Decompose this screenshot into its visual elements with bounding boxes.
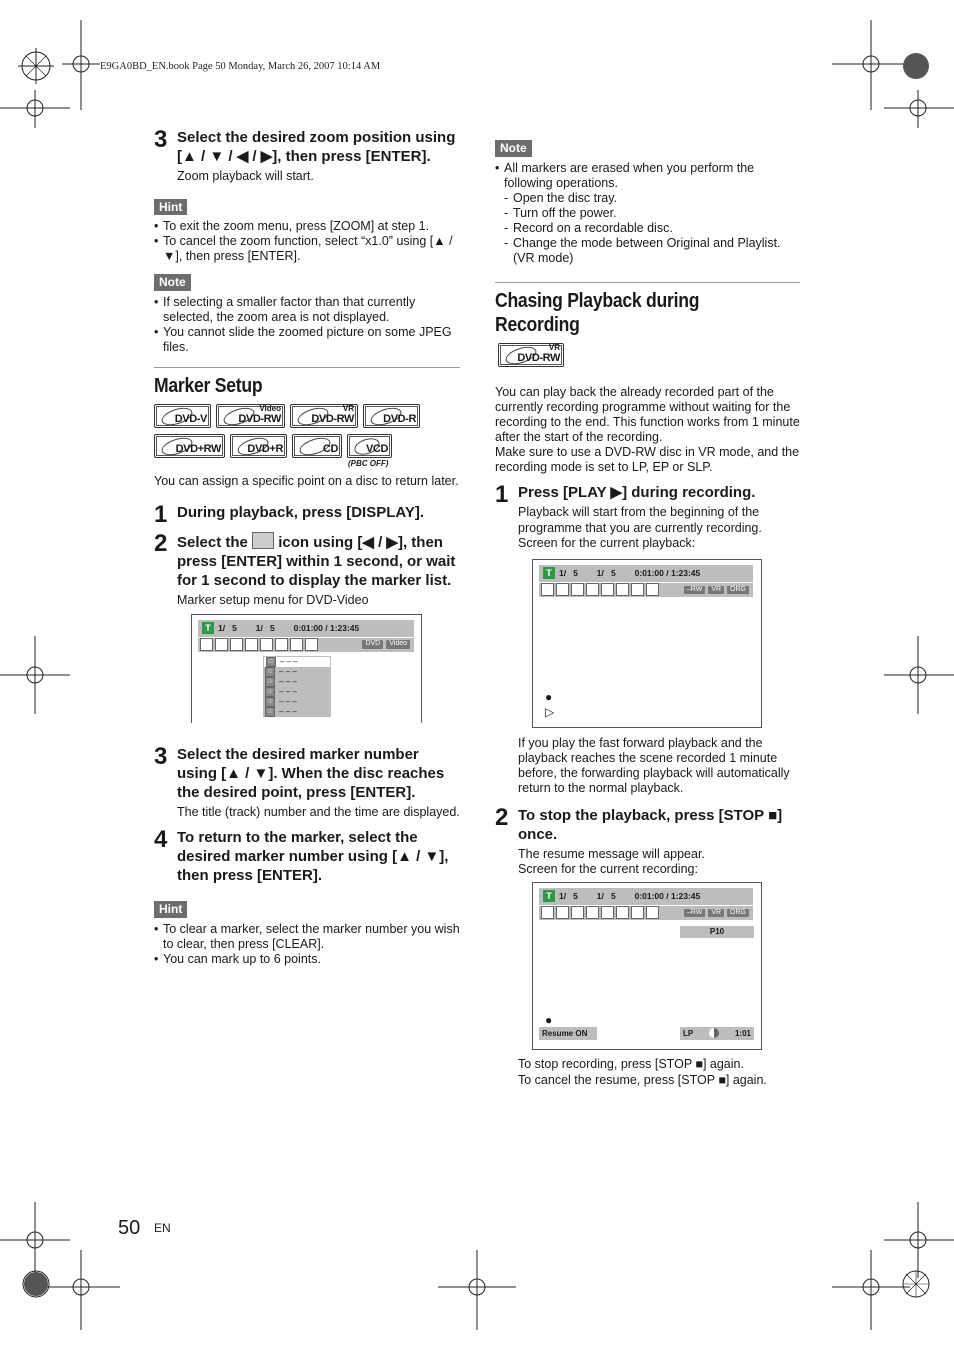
osd-counter: 1/ 5 1/ 5 0:01:00 / 1:23:45 [559, 568, 701, 579]
subtitle-icon [230, 638, 243, 651]
step-title: Select the icon using [◀ / ▶], then press [ENTER] within 1 second, or wait for 1 second to display the marker list. [177, 534, 456, 590]
step-body: Playback will start from the beginning of the programme that you are currently recording. Screen for the current playback: [518, 505, 762, 551]
file-header: E9GA0BD_EN.book Page 50 Monday, March 26, 2007 10:14 AM [100, 61, 381, 72]
disc-remaining-icon [709, 1028, 719, 1038]
step-title: Select the desired marker number using [▲ / ▼]. When the disc reaches the desired point, press [ENTER]. [177, 745, 445, 801]
repeat-icon [616, 906, 629, 919]
disc-cd-icon: CD [292, 434, 342, 458]
note-label: Note [495, 140, 532, 157]
step-body: Zoom playback will start. [177, 169, 314, 183]
zoom-step-3 [154, 128, 460, 185]
step-number: 1 [495, 481, 509, 509]
note-item: • If selecting a smaller factor than that currently selected, the zoom area is not displayed. [154, 295, 460, 325]
step-number: 3 [154, 742, 168, 770]
osd-label: Video [386, 640, 410, 649]
title-icon: T [543, 890, 555, 902]
note-subitem: - Turn off the power. [504, 206, 800, 221]
osd-status-bar [539, 888, 753, 905]
chase-title: Chasing Playback during Recording [495, 289, 700, 337]
zoom-icon [200, 638, 213, 651]
marker-step-1 [154, 501, 460, 529]
after-screen-text: If you play the fast forward playback and the playback reaches the scene recorded 1 minute before, the forwarding playback will automatically return to the normal playback. [518, 735, 790, 795]
nr-icon [631, 583, 644, 596]
hint-item: • To clear a marker, select the marker number you wish to clear, then press [CLEAR]. [154, 922, 460, 952]
step-title: Press [PLAY ▶] during recording. [518, 484, 756, 502]
hint-item: • You can mark up to 6 points. [154, 952, 460, 967]
repeat-icon [616, 583, 629, 596]
osd-label: ORG [727, 909, 749, 918]
step-title: During playback, press [DISPLAY]. [177, 504, 425, 522]
stop-recording-text: To stop recording, press [STOP ■] again. [518, 1056, 744, 1071]
step-number: 2 [495, 803, 509, 831]
step-number: 4 [154, 826, 168, 854]
marker-icon [601, 583, 614, 596]
osd-label: ORG [727, 586, 749, 595]
osd-status-bar [198, 620, 414, 637]
note-item: • All markers are erased when you perform the following operations. [495, 161, 800, 191]
recording-screen [532, 882, 762, 1050]
playback-screen [532, 559, 762, 728]
left-column [154, 128, 460, 967]
step-body: The resume message will appear. [518, 846, 705, 861]
step-title: To return to the marker, select the desired marker number using [▲ / ▼], then press [ENTER]. [177, 829, 449, 885]
hint-label: Hint [154, 199, 187, 216]
audio-icon [556, 906, 569, 919]
disc-dvd-v-icon: DVD-V [154, 404, 211, 428]
nr-icon [631, 906, 644, 919]
section-divider [495, 282, 800, 283]
resume-badge: Resume ON [539, 1027, 597, 1040]
hint-list [154, 922, 460, 967]
angle-icon [586, 906, 599, 919]
disc-dvd-plus-rw-icon: DVD+RW [154, 434, 225, 458]
record-indicator-icon: ● [545, 689, 553, 704]
hint-item: • To cancel the zoom function, select “x1.0” using [▲ / ▼], then press [ENTER]. [154, 234, 460, 264]
search-icon [646, 583, 659, 596]
title-icon: T [202, 622, 214, 634]
marker-screen [191, 614, 422, 723]
hint-label: Hint [154, 901, 187, 918]
disc-dvd-rw-vr-icon: VR DVD-RW [498, 343, 564, 367]
record-status-box [680, 1027, 754, 1040]
zoom-icon [541, 906, 554, 919]
osd-status-bar [539, 565, 753, 582]
zoom-icon [541, 583, 554, 596]
marker-icon [252, 532, 274, 549]
cancel-resume-text: To cancel the resume, press [STOP ■] again. [518, 1072, 767, 1087]
marker-list[interactable] [263, 656, 331, 717]
note-subitem: - Change the mode between Original and Playlist. (VR mode) [504, 236, 800, 266]
marker-row[interactable]: ☆ – – – [266, 686, 297, 696]
note-label: Note [154, 274, 191, 291]
osd-label: VR [708, 909, 724, 918]
marker-step-2 [154, 532, 460, 609]
step-number: 2 [154, 530, 168, 558]
osd-counter: 1/ 5 1/ 5 0:01:00 / 1:23:45 [218, 622, 360, 633]
language-code: EN [154, 1221, 171, 1235]
marker-setup-title: Marker Setup [154, 374, 263, 397]
search-icon [646, 906, 659, 919]
chase-step-2 [495, 803, 800, 878]
step-number: 1 [154, 501, 168, 529]
title-icon: T [543, 567, 555, 579]
note-subitem: - Open the disc tray. [504, 191, 800, 206]
step-body: The title (track) number and the time are displayed. [177, 804, 460, 819]
step-title: To stop the playback, press [STOP ■] once. [518, 806, 783, 843]
disc-dvd-r-icon: DVD-R [363, 404, 420, 428]
disc-dvd-plus-r-icon: DVD+R [230, 434, 287, 458]
note-list [154, 295, 460, 355]
nr-icon [290, 638, 303, 651]
marker-intro: You can assign a specific point on a disc to return later. [154, 474, 459, 489]
osd-label: DVD [362, 640, 383, 649]
marker-row[interactable]: ☆ – – – [266, 696, 297, 706]
disc-dvd-rw-vr-icon: VR DVD-RW [290, 404, 358, 428]
osd-icon-bar [539, 906, 753, 920]
record-time: 1:01 [734, 1028, 751, 1038]
marker-icon [260, 638, 273, 651]
osd-label: –RW [684, 586, 705, 595]
pbc-off-note: (PBC OFF) [348, 459, 389, 469]
step-body: Marker setup menu for DVD-Video [177, 593, 369, 608]
step-title: Select the desired zoom position using [▲ / ▼ / ◀ / ▶], then press [ENTER]. [177, 129, 456, 165]
marker-step-3 [154, 742, 460, 821]
page-number: 50 [118, 1217, 141, 1239]
marker-icon [601, 906, 614, 919]
marker-row[interactable]: ☆ – – – [264, 657, 330, 667]
section-divider [154, 367, 460, 368]
marker-step-4 [154, 828, 460, 885]
audio-icon [556, 583, 569, 596]
marker-row[interactable]: ☆ – – – [266, 706, 297, 716]
osd-icon-bar [539, 583, 753, 597]
angle-icon [245, 638, 258, 651]
right-column [495, 139, 800, 1088]
search-icon [305, 638, 318, 651]
subtitle-icon [571, 906, 584, 919]
record-indicator-icon: ● [545, 1012, 553, 1027]
note-subitem: - Record on a recordable disc. [504, 221, 800, 236]
hint-list [154, 219, 460, 264]
disc-icons-row-1 [154, 404, 460, 428]
disc-vcd-icon: VCD (PBC OFF) [347, 434, 392, 458]
subtitle-icon [571, 583, 584, 596]
marker-row[interactable]: ☆ – – – [266, 666, 297, 676]
chapter-box: P10 [680, 926, 754, 938]
note-item: • You cannot slide the zoomed picture on some JPEG files. [154, 325, 460, 355]
play-indicator-icon: ▷ [545, 704, 555, 719]
disc-dvd-rw-video-icon: Video DVD-RW [216, 404, 285, 428]
note-list [495, 161, 800, 191]
osd-icon-bar [198, 638, 414, 652]
osd-label: VR [708, 586, 724, 595]
disc-icons-row-2 [154, 434, 460, 469]
step-number: 3 [154, 126, 168, 153]
record-mode: LP [683, 1028, 694, 1038]
repeat-icon [275, 638, 288, 651]
audio-icon [215, 638, 228, 651]
note-sublist [495, 191, 800, 266]
osd-counter: 1/ 5 1/ 5 0:01:00 / 1:23:45 [559, 891, 701, 902]
chase-step-1 [495, 483, 800, 552]
step-body: Screen for the current recording: [518, 862, 698, 877]
chase-intro: You can play back the already recorded part of the currently recording programme without waiting for the recording to the end. This function works from 1 minute after the start of the recording. Make sure to use a DVD-RW disc in VR mode, and the recording mode is set to LP, EP or SLP. [495, 385, 800, 475]
osd-label: –RW [684, 909, 705, 918]
angle-icon [586, 583, 599, 596]
marker-row[interactable]: ☆ – – – [266, 676, 297, 686]
hint-item: • To exit the zoom menu, press [ZOOM] at step 1. [154, 219, 460, 234]
